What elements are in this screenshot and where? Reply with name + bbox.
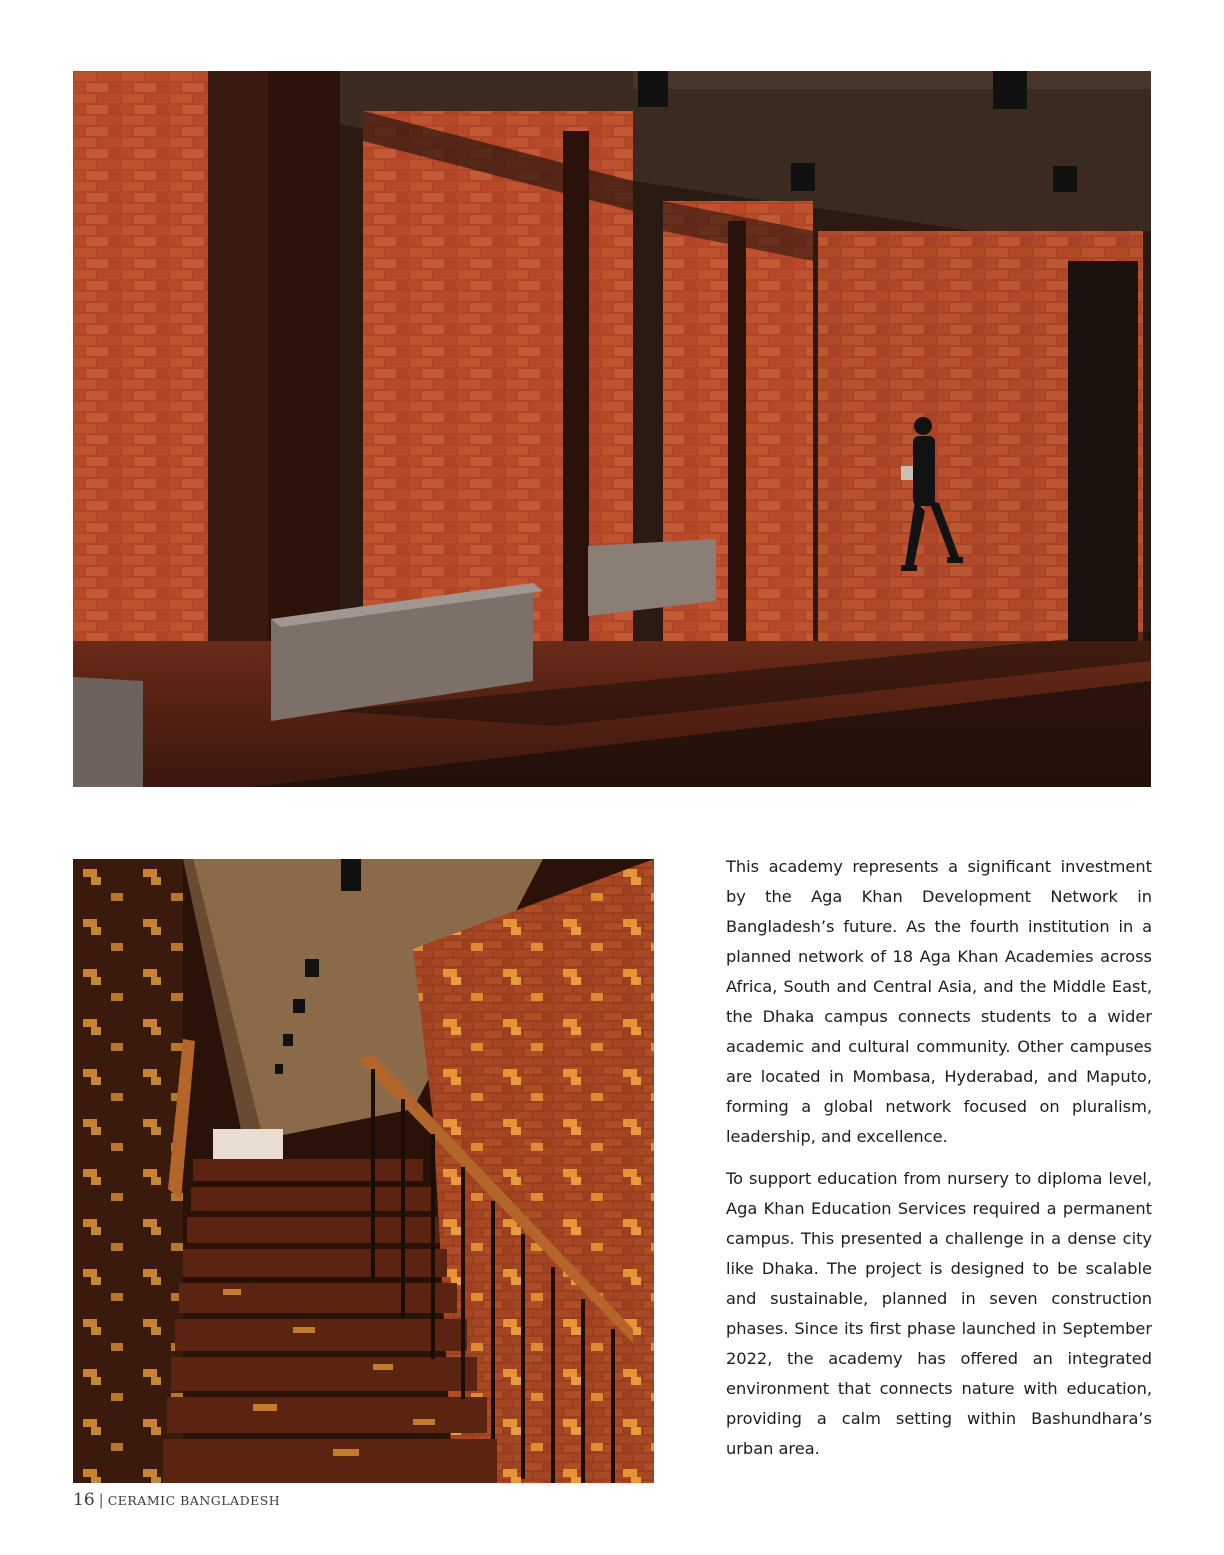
staircase-photo: [73, 859, 654, 1483]
corridor-photo: [73, 71, 1151, 787]
article-body: [726, 852, 1152, 1476]
footer-separator: |: [98, 1491, 104, 1509]
page-footer: [73, 1490, 280, 1510]
page-number: 16: [73, 1490, 95, 1510]
publication-name: CERAMIC BANGLADESH: [107, 1493, 281, 1508]
article-paragraph: To support education from nursery to diploma level, Aga Khan Education Services required a permanent campus. This presented a challenge in a dense city like Dhaka. The project is designed to be scalable and sustainable, planned in seven construction phases. Since its first phase launched in September 2022, the academy has offered an integrated environment that connects nature with education, providing a calm setting within Bashundhara’s urban area.: [726, 1169, 1152, 1458]
article-paragraph: This academy represents a significant investment by the Aga Khan Development Network in Bangladesh’s future. As the fourth institution in a planned network of 18 Aga Khan Academies across Africa, South and Central Asia, and the Middle East, the Dhaka campus connects students to a wider academic and cultural community. Other campuses are located in Mombasa, Hyderabad, and Maputo, forming a global network focused on pluralism, leadership, and excellence.: [726, 857, 1152, 1146]
